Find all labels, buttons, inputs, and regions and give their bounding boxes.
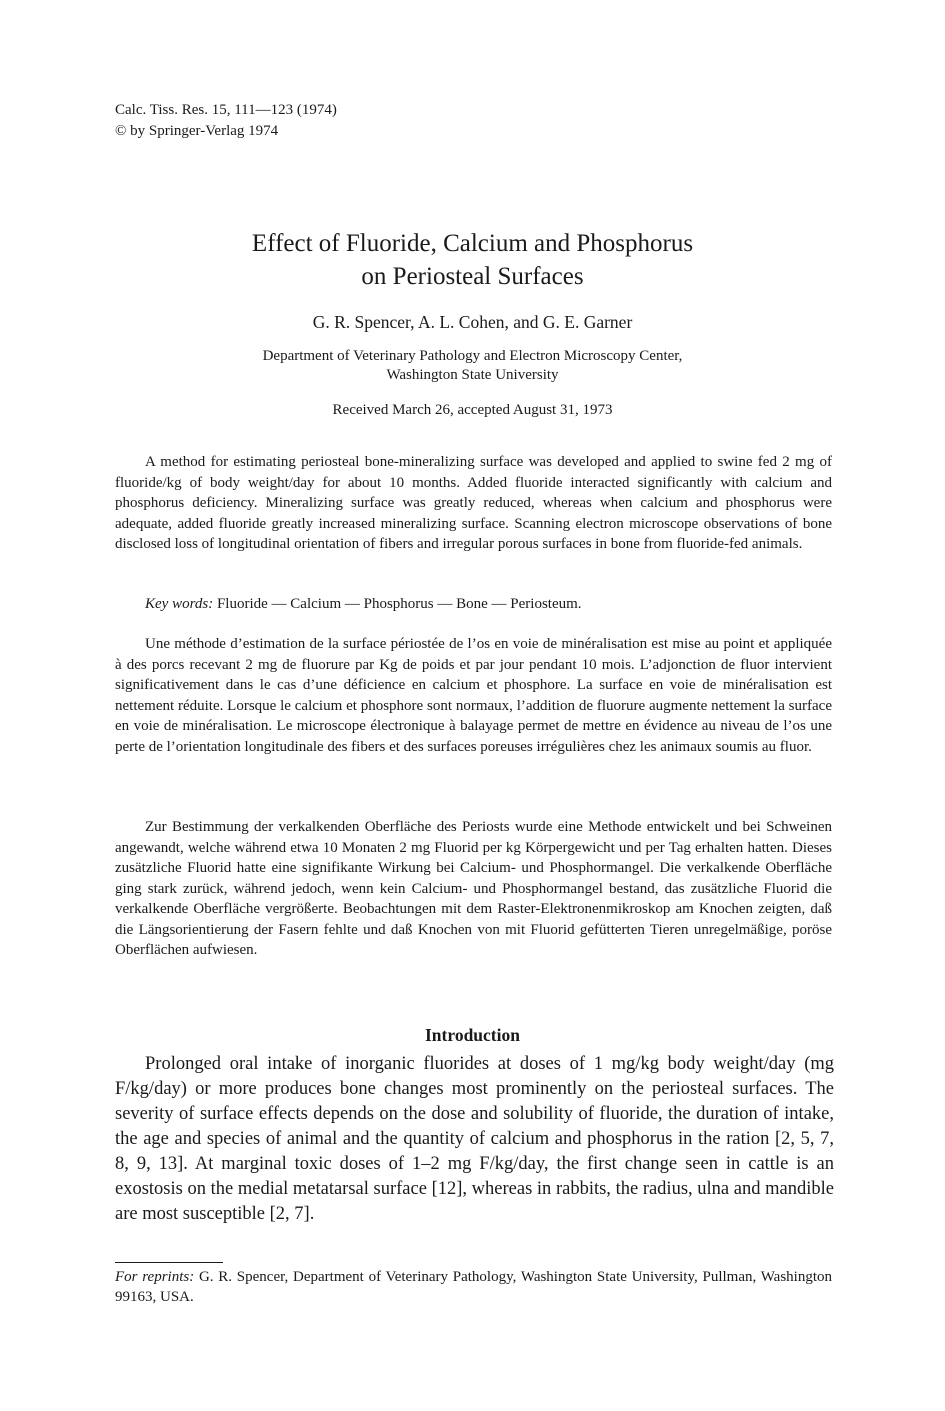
author-list: G. R. Spencer, A. L. Cohen, and G. E. Garner	[312, 312, 633, 332]
journal-header	[115, 100, 337, 142]
abstract-french: Une méthode d’estimation de la surface périostée de l’os en voie de minéralisation est mise au point et appliquée à des porcs recevant 2 mg de fluorure par Kg de poids et par jour pendant 10 mois. L’adjonction de fluor intervient significativement dans le cas d’une déficience en calcium et phosphore. La surface en voie de minéralisation est nettement réduite. Lorsque le calcium et phosphore sont normaux, l’addition de fluorure augmente nettement la surface en voie de minéralisation. Le microscope électronique à balayage permet de mettre en évidence au niveau de l’os une perte de l’orientation longitudinale des fibers et des surfaces poreuses irrégulières chez les animaux soumis au fluor.	[115, 636, 832, 755]
footnote-text: G. R. Spencer, Department of Veterinary Pathology, Washington State University, Pullman, Washington 99163, USA.	[115, 1269, 833, 1305]
abstract-german: Zur Bestimmung der verkalkenden Oberfläche des Periosts wurde eine Methode entwickelt und bei Schweinen angewandt, welche während etwa 10 Monaten 2 mg Fluorid per kg Körpergewicht und per Tag erhalten hatten. Dieses zusätzliche Fluorid hatte eine signifikante Wirkung bei Calcium- und Phosphormangel. Die verkalkende Oberfläche ging stark zurück, während jedoch, wenn kein Calcium- und Phosphormangel bestand, das zusätzliche Fluorid die verkalkende Oberfläche vergrößerte. Beobachtungen mit dem Raster-Elektronenmikroskop am Knochen zeigten, daß die Längsorientierung der Fasern fehlte und daß Knochen von mit Fluorid gefütterten Tieren unregelmäßige, poröse Oberflächen aufwiesen.	[115, 819, 832, 958]
reprint-footnote	[115, 1267, 832, 1307]
abstract-english: A method for estimating periosteal bone-mineralizing surface was developed and applied to swine fed 2 mg of fluoride/kg of body weight/day for about 10 months. Added fluoride interacted significantly with calcium and phosphorus deficiency. Mineralizing surface was greatly reduced, whereas when calcium and phosphorus were adequate, added fluoride greatly increased mineralizing surface. Scanning electron microscope observations of bone disclosed loss of longitudinal orientation of fibers and irregular porous surfaces in bone from fluoride-fed animals.	[115, 454, 832, 552]
article-title	[115, 227, 830, 293]
footnote-divider	[115, 1262, 223, 1263]
keywords-list: Fluoride — Calcium — Phosphorus — Bone — Periosteum.	[216, 596, 582, 612]
affiliation-line-1: Department of Veterinary Pathology and Electron Microscopy Center,	[262, 348, 683, 364]
copyright-line: © by Springer-Verlag 1974	[115, 123, 279, 139]
keywords-line	[115, 594, 832, 615]
keywords-label: Key words:	[145, 596, 214, 612]
received-date: Received March 26, accepted August 31, 1973	[332, 402, 613, 418]
affiliation-line-2: Washington State University	[386, 367, 559, 383]
title-line-1: Effect of Fluoride, Calcium and Phosphorus	[251, 230, 694, 257]
introduction-heading: Introduction	[425, 1025, 520, 1045]
journal-citation: Calc. Tiss. Res. 15, 111—123 (1974)	[115, 102, 337, 118]
footnote-label: For reprints:	[115, 1269, 195, 1285]
affiliation	[115, 347, 830, 385]
title-line-2: on Periosteal Surfaces	[361, 263, 584, 290]
introduction-paragraph: Prolonged oral intake of inorganic fluorides at doses of 1 mg/kg body weight/day (mg F/kg/day) or more produces bone changes most prominently on the periosteal surfaces. The severity of surface effects depends on the dose and solubility of fluoride, the duration of intake, the age and species of animal and the quantity of calcium and phosphorus in the ration [2, 5, 7, 8, 9, 13]. At marginal toxic doses of 1–2 mg F/kg/day, the first change seen in cattle is an exostosis on the medial metatarsal surface [12], whereas in rabbits, the radius, ulna and mandible are most susceptible [2, 7].	[115, 1054, 834, 1224]
